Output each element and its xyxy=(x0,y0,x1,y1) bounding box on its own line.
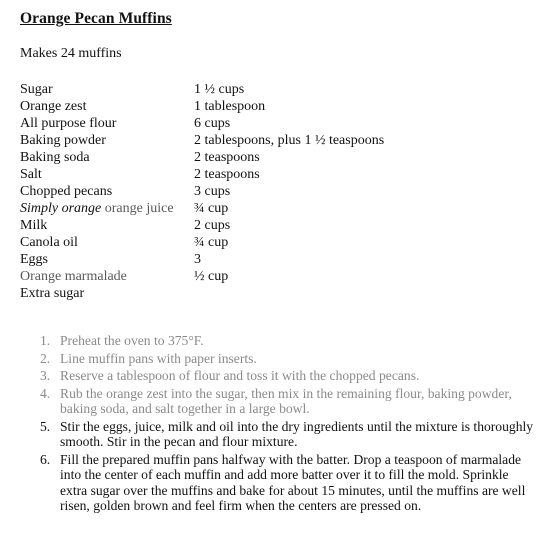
ingredient-name: Orange marmalade xyxy=(20,269,127,284)
step-text: Line muffin pans with paper inserts. xyxy=(60,350,257,366)
ingredient-name: Baking soda xyxy=(20,150,90,165)
instruction-list xyxy=(20,333,535,516)
ingredient-name xyxy=(20,201,174,217)
instruction-step xyxy=(20,333,535,349)
step-text: Stir the eggs, juice, milk and oil into the dry ingredients until the mixture is thoroughly smooth. Stir in the pecan and flour mixture. xyxy=(60,418,534,449)
step-text: Reserve a tablespoon of flour and toss it with the chopped pecans. xyxy=(60,368,420,383)
ingredient-name: Salt xyxy=(20,167,42,182)
ingredient-name-rest: orange juice xyxy=(101,201,174,216)
step-number: 2. xyxy=(40,350,51,366)
step-number: 4. xyxy=(40,385,51,401)
step-number: 3. xyxy=(40,368,51,383)
instruction-step xyxy=(20,368,535,384)
instruction-step xyxy=(20,386,535,417)
ingredient-name: Baking powder xyxy=(20,133,106,148)
step-text: Fill the prepared muffin pans halfway with the batter. Drop a teaspoon of marmalade into the center of each muffin and add more batter over it to fill the mold. Sprinkle extra sugar over the muffins and bake for about 15 minutes, until the muffins are well risen, golden brown and feel firm when the centers are pressed on. xyxy=(60,451,526,513)
ingredient-quantity: 2 cups xyxy=(194,218,231,233)
instruction-step xyxy=(20,419,535,450)
step-number: 1. xyxy=(40,333,51,348)
instruction-step xyxy=(20,351,535,367)
ingredient-name: Chopped pecans xyxy=(20,184,113,199)
ingredient-quantity: 1 tablespoon xyxy=(194,99,266,114)
brand-name: Simply orange xyxy=(20,201,102,216)
ingredient-quantity: 6 cups xyxy=(194,116,231,131)
ingredient-quantity: 2 teaspoons xyxy=(194,167,260,182)
ingredient-name: All purpose flour xyxy=(20,116,117,131)
ingredient-name: Extra sugar xyxy=(20,286,85,301)
recipe-title: Orange Pecan Muffins xyxy=(20,10,172,27)
ingredient-quantity: ¾ cup xyxy=(194,235,229,250)
ingredient-name: Sugar xyxy=(20,82,53,97)
ingredient-quantity: ¾ cup xyxy=(194,201,229,216)
step-text: Preheat the oven to 375°F. xyxy=(60,333,204,348)
recipe-yield: Makes 24 muffins xyxy=(20,46,122,61)
ingredient-name: Canola oil xyxy=(20,235,78,250)
step-number: 5. xyxy=(40,418,51,434)
ingredient-quantity: 2 teaspoons xyxy=(194,150,260,165)
ingredient-name: Eggs xyxy=(20,252,48,267)
ingredient-name: Orange zest xyxy=(20,99,87,114)
ingredient-quantity: 1 ½ cups xyxy=(194,82,245,97)
instruction-step xyxy=(20,452,535,514)
ingredient-quantity: 3 xyxy=(194,252,201,267)
ingredient-quantity: 2 tablespoons, plus 1 ½ teaspoons xyxy=(194,133,385,148)
step-number: 6. xyxy=(40,451,51,467)
ingredient-quantity: 3 cups xyxy=(194,184,231,199)
step-text: Rub the orange zest into the sugar, then mix in the remaining flour, baking powder, baking soda, and salt together in a large bowl. xyxy=(60,385,512,416)
ingredient-name: Milk xyxy=(20,218,48,233)
ingredient-quantity: ½ cup xyxy=(194,269,229,284)
